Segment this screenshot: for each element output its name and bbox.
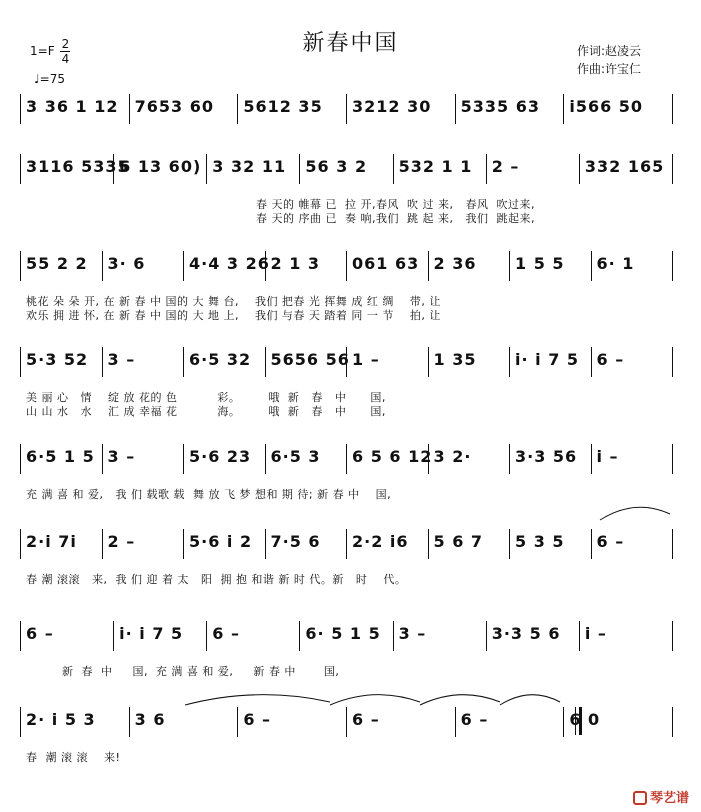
composer: 作曲:许宝仁	[577, 62, 642, 76]
measure: 3 –	[107, 350, 136, 369]
measure: 6· 1	[596, 254, 635, 273]
measure: 061 63	[352, 254, 420, 273]
song-title: 新春中国	[302, 31, 399, 56]
measure: 6·5 32	[189, 350, 252, 369]
measure: 6 –	[596, 532, 625, 551]
notes-line	[0, 442, 701, 472]
barline	[672, 621, 673, 651]
measure: 5335 63	[460, 97, 541, 116]
measure: 2 –	[107, 532, 136, 551]
measure: 6 –	[212, 624, 240, 643]
tempo-value: =75	[39, 72, 65, 86]
notes-line	[0, 152, 701, 182]
slur-arc	[420, 695, 500, 705]
measure: 7·5 6	[270, 532, 321, 551]
measure: 3·3 5 6	[491, 624, 561, 643]
notes-line	[0, 92, 701, 122]
measure: 5 6 7	[433, 532, 484, 551]
measure: 3 2·	[433, 447, 472, 466]
lyric-line: 新 春 中 国, 充 满 喜 和 爱, 新 春 中 国,	[26, 665, 340, 678]
notes-line	[0, 619, 701, 649]
barline	[672, 94, 673, 124]
time-top: 2	[61, 37, 70, 51]
slur-arc	[330, 695, 420, 705]
measure: 4·4 3 26	[189, 254, 270, 273]
watermark-logo	[633, 787, 689, 806]
lyric-line: 山 山 水 水 汇 成 幸福 花 海。 哦 新 春 中 国,	[26, 405, 386, 418]
measure: i566 50	[569, 97, 644, 116]
measure: 2 1 3	[270, 254, 321, 273]
measure: 2 36	[433, 254, 477, 273]
lyric-line: 桃花 朵 朵 开, 在 新 春 中 国的 大 舞 台, 我们 把春 光 挥舞 成 红 绸 带, 让	[26, 295, 441, 308]
barline	[672, 251, 673, 281]
slur-arc	[185, 695, 330, 705]
measure: 5·6 23	[189, 447, 252, 466]
measure: 6 0	[569, 710, 601, 729]
measure: 3 –	[398, 624, 427, 643]
quarter-note-icon: ♩	[34, 72, 40, 86]
measure: 3·3 56	[515, 447, 578, 466]
watermark-text: 琴艺谱	[649, 791, 689, 806]
lyric-line: 充 满 喜 和 爱, 我 们 载歌 载 舞 放 飞 梦 想和 期 待; 新 春 中 国,	[26, 488, 392, 501]
measure: 5 3 5	[515, 532, 565, 551]
measure: 1 5 5	[515, 254, 565, 273]
barline	[672, 444, 673, 474]
measure: 6 –	[596, 350, 625, 369]
measure: 1 35	[433, 350, 477, 369]
measure: 7653 60	[134, 97, 215, 116]
key-label: 1=F	[30, 44, 55, 58]
logo-icon	[633, 791, 647, 805]
measure: 2·2 i6	[352, 532, 409, 551]
measure: 6 –	[352, 710, 380, 729]
measure: 5656 56	[270, 350, 350, 369]
measure: i –	[584, 624, 607, 643]
lyricist: 作词:赵凌云	[577, 44, 642, 58]
measure: 5·3 52	[26, 350, 89, 369]
measure: 2 –	[491, 157, 520, 176]
measure: 2·i 7i	[26, 532, 77, 551]
barline	[672, 154, 673, 184]
measure: 3 –	[107, 447, 136, 466]
measure: 2· i 5 3	[26, 710, 96, 729]
measure: 532 1 1	[398, 157, 473, 176]
time-bottom: 4	[61, 52, 70, 66]
measure: 6·5 1 5	[26, 447, 95, 466]
measure: 6 13 60)	[119, 157, 202, 176]
measure: 55 2 2	[26, 254, 88, 273]
measure: 6 –	[26, 624, 54, 643]
lyric-line: 春 天的 帷幕 已 拉 开,春风 吹 过 来, 春风 吹过来,	[256, 198, 535, 211]
slur-arc	[600, 507, 670, 520]
measure: i –	[596, 447, 619, 466]
measure: 3 32 11	[212, 157, 287, 176]
notes-line	[0, 345, 701, 375]
measure: 3212 30	[352, 97, 432, 116]
lyric-line: 美 丽 心 情 绽 放 花的 色 彩。 哦 新 春 中 国,	[26, 391, 386, 404]
measure: 6 –	[460, 710, 489, 729]
credits	[577, 42, 641, 78]
key-signature	[30, 38, 70, 65]
measure: 5·6 i 2	[189, 532, 253, 551]
measure: 3116 5335	[26, 157, 130, 176]
measure: 332 165	[584, 157, 665, 176]
notes-line	[0, 705, 701, 735]
measure: 6 –	[243, 710, 272, 729]
lyric-line: 欢乐 拥 进 怀, 在 新 春 中 国的 大 地 上, 我们 与春 天 踏着 同 一 节 拍, 让	[26, 309, 441, 322]
measure: 5612 35	[243, 97, 323, 116]
measure: 3 6	[134, 710, 166, 729]
measure: 6 5 6 12	[352, 447, 433, 466]
notes-line	[0, 527, 701, 557]
lyric-line: 春 潮 滚滚 来, 我 们 迎 着 太 阳 拥 抱 和谐 新 时 代。新 时 代。	[26, 573, 407, 586]
measure: 6·5 3	[270, 447, 321, 466]
measure: 3· 6	[107, 254, 146, 273]
measure: 1 –	[352, 350, 380, 369]
measure: 6· 5 1 5	[305, 624, 381, 643]
notes-line	[0, 249, 701, 279]
measure: 56 3 2	[305, 157, 368, 176]
lyric-line: 春 潮 滚 滚 来!	[26, 751, 121, 764]
lyric-line: 春 天的 序曲 已 奏 响,我们 跳 起 来, 我们 跳起来,	[256, 212, 535, 225]
tempo-mark	[34, 72, 65, 86]
measure: 3 36 1 12	[26, 97, 119, 116]
time-signature	[60, 38, 70, 65]
final-barline	[575, 707, 582, 735]
barline	[672, 347, 673, 377]
barline	[672, 707, 673, 737]
measure: i· i 7 5	[119, 624, 184, 643]
measure: i· i 7 5	[515, 350, 580, 369]
barline	[672, 529, 673, 559]
slur-arc	[500, 695, 560, 705]
